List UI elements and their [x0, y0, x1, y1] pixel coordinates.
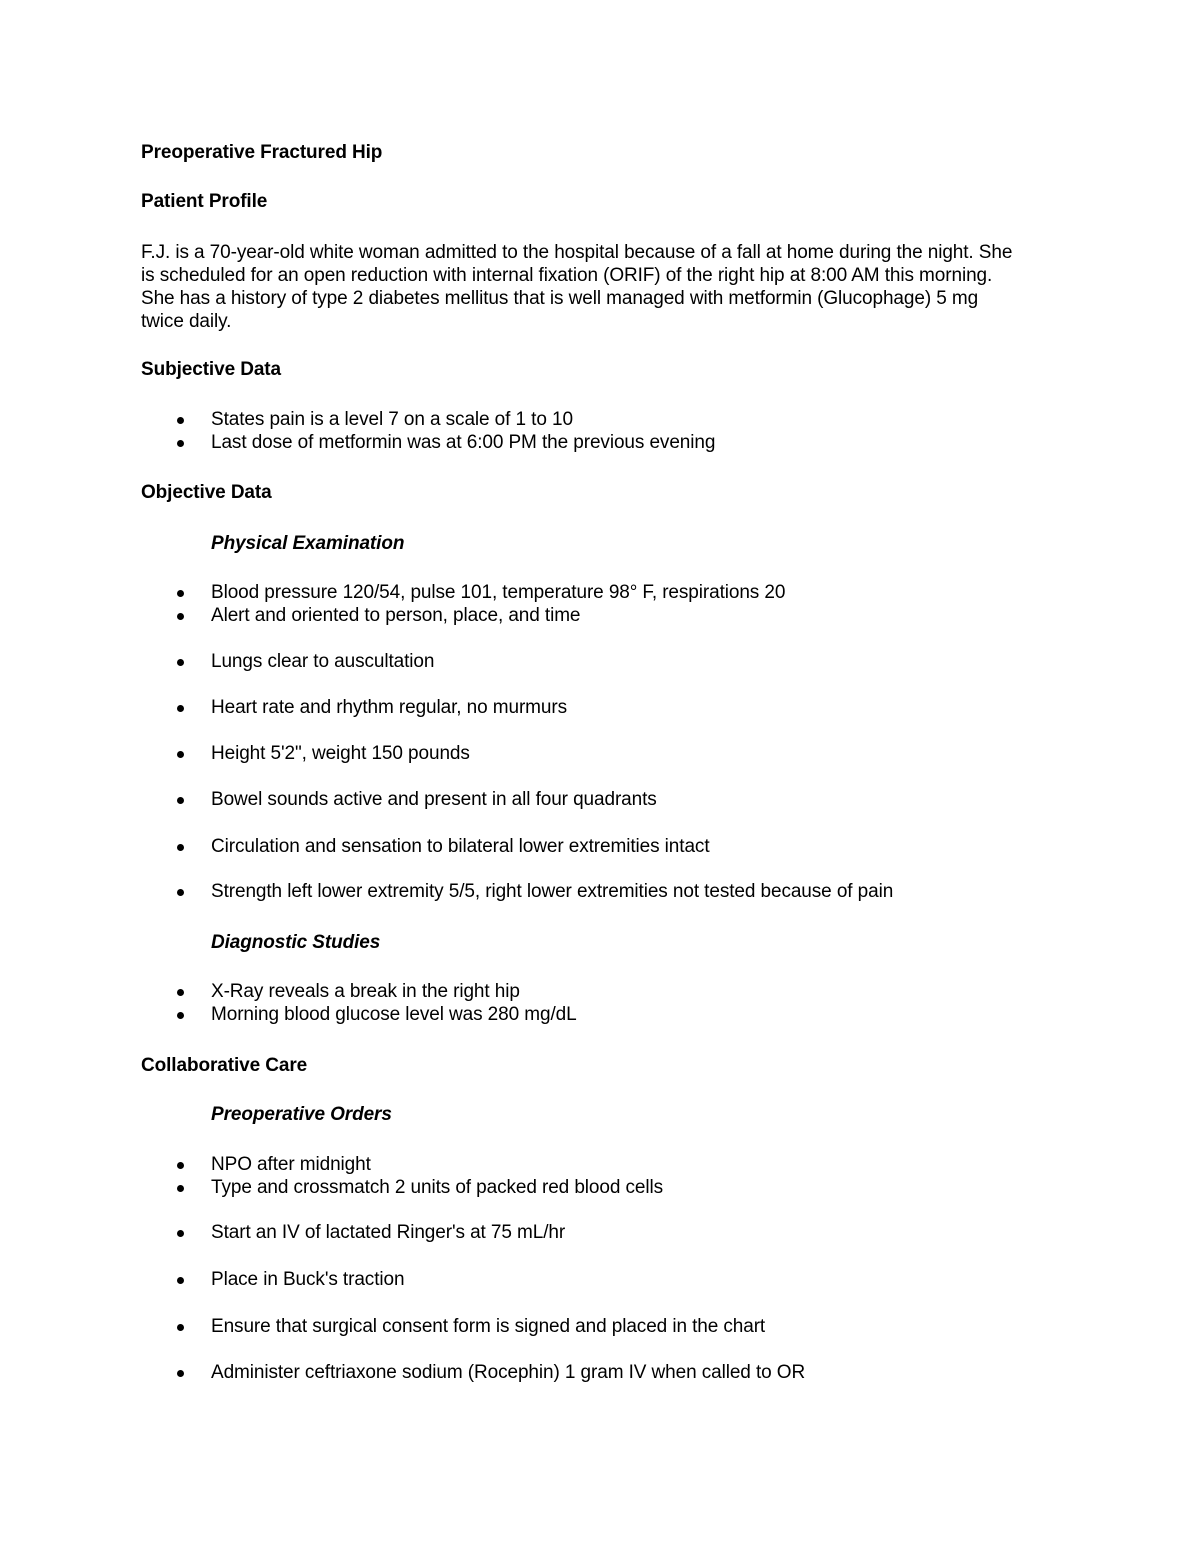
- list-item: Bowel sounds active and present in all four quadrants: [211, 789, 657, 810]
- bullet-icon: [177, 751, 184, 758]
- bullet-icon: [177, 1230, 184, 1237]
- list-item: Height 5'2", weight 150 pounds: [211, 743, 470, 764]
- list-item: Last dose of metformin was at 6:00 PM the previous evening: [211, 432, 716, 453]
- list-item: Circulation and sensation to bilateral lower extremities intact: [211, 836, 710, 857]
- patient-profile-heading: Patient Profile: [141, 191, 268, 212]
- bullet-icon: [177, 889, 184, 896]
- list-item: Lungs clear to auscultation: [211, 651, 435, 672]
- paragraph-line: twice daily.: [141, 311, 232, 332]
- paragraph-line: F.J. is a 70-year-old white woman admitted to the hospital because of a fall at home during the night. She: [141, 242, 1013, 263]
- preoperative-orders-subheading: Preoperative Orders: [211, 1104, 392, 1125]
- list-item: NPO after midnight: [211, 1154, 371, 1175]
- collaborative-care-heading: Collaborative Care: [141, 1055, 308, 1076]
- list-item: Start an IV of lactated Ringer's at 75 mL/hr: [211, 1222, 566, 1243]
- subjective-data-heading: Subjective Data: [141, 359, 281, 380]
- bullet-icon: [177, 844, 184, 851]
- list-item: Administer ceftriaxone sodium (Rocephin) 1 gram IV when called to OR: [211, 1362, 806, 1383]
- bullet-icon: [177, 417, 184, 424]
- list-item: Ensure that surgical consent form is signed and placed in the chart: [211, 1316, 766, 1337]
- bullet-icon: [177, 613, 184, 620]
- bullet-icon: [177, 1370, 184, 1377]
- list-item: Alert and oriented to person, place, and time: [211, 605, 581, 626]
- bullet-icon: [177, 440, 184, 447]
- list-item: Strength left lower extremity 5/5, right lower extremities not tested because of pain: [211, 881, 894, 902]
- objective-data-heading: Objective Data: [141, 482, 272, 503]
- list-item: X-Ray reveals a break in the right hip: [211, 981, 520, 1002]
- list-item: Heart rate and rhythm regular, no murmurs: [211, 697, 567, 718]
- document-title: Preoperative Fractured Hip: [141, 142, 383, 163]
- bullet-icon: [177, 1324, 184, 1331]
- bullet-icon: [177, 797, 184, 804]
- patient-profile-paragraph: [141, 241, 1061, 333]
- list-item: States pain is a level 7 on a scale of 1 to 10: [211, 409, 573, 430]
- bullet-icon: [177, 1277, 184, 1284]
- bullet-icon: [177, 1185, 184, 1192]
- bullet-icon: [177, 590, 184, 597]
- bullet-icon: [177, 705, 184, 712]
- bullet-icon: [177, 1162, 184, 1169]
- paragraph-line: is scheduled for an open reduction with internal fixation (ORIF) of the right hip at 8:00 AM this morning.: [141, 265, 993, 286]
- bullet-icon: [177, 1012, 184, 1019]
- bullet-icon: [177, 989, 184, 996]
- list-item: Blood pressure 120/54, pulse 101, temperature 98° F, respirations 20: [211, 582, 786, 603]
- physical-examination-subheading: Physical Examination: [211, 533, 405, 554]
- diagnostic-studies-subheading: Diagnostic Studies: [211, 932, 381, 953]
- list-item: Place in Buck's traction: [211, 1269, 405, 1290]
- paragraph-line: She has a history of type 2 diabetes mellitus that is well managed with metformin (Glucophage) 5 mg: [141, 288, 979, 309]
- bullet-icon: [177, 659, 184, 666]
- list-item: Morning blood glucose level was 280 mg/dL: [211, 1004, 577, 1025]
- list-item: Type and crossmatch 2 units of packed red blood cells: [211, 1177, 664, 1198]
